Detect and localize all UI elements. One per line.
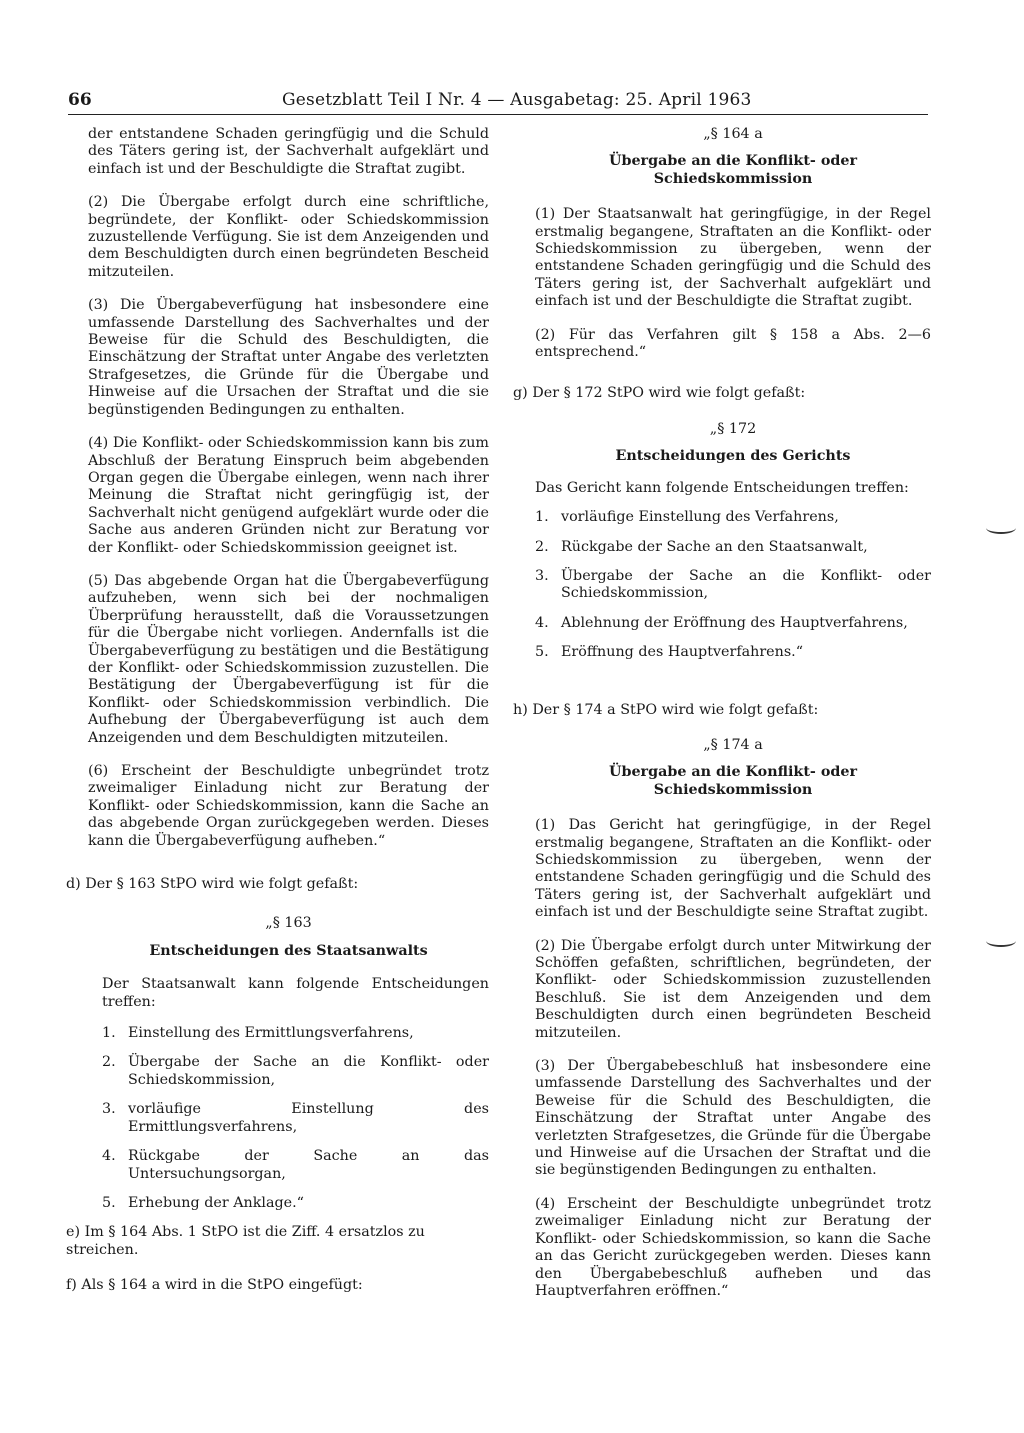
list-number: 3.	[535, 567, 549, 584]
list-item	[102, 1148, 489, 1183]
section-163-number: „§ 163	[265, 915, 312, 932]
amendment-d: d) Der § 163 StPO wird wie folgt gefaßt:	[66, 876, 359, 893]
list-item	[102, 1195, 489, 1212]
page-number: 66	[68, 90, 92, 110]
list-number: 1.	[102, 1025, 116, 1042]
paragraph-4: (4) Die Konflikt- oder Schiedskommission kann bis zum Abschluß der Beratung Einspruch beim abgebenden Organ gegen die Übergabe einlegen, wenn nach ihrer Meinung die Straftat nicht geringfügig ist, der Sachverhalt nicht genügend aufgeklärt wurde oder die Sache aus anderen Gründen nicht zur Beratung vor der Konflikt- oder Schiedskommission geeignet ist.	[88, 435, 489, 556]
paragraph-2: (2) Die Übergabe erfolgt durch eine schriftliche, begründete, der Konflikt- oder Schiedskommission zuzustellende Verfügung. Sie ist dem Anzeigenden und dem Beschuldigten durch einen begründeten Bescheid mitzuteilen.	[88, 194, 489, 280]
list-item	[102, 1025, 489, 1042]
section-164a-heading: Übergabe an die Konflikt- oder Schiedskommission	[608, 153, 857, 187]
list-text: Übergabe der Sache an die Konflikt- oder Schiedskommission,	[561, 567, 931, 602]
list-text: Rückgabe der Sache an den Staatsanwalt,	[561, 538, 868, 555]
paragraph-continuation: der entstandene Schaden geringfügig und die Schuld des Täters gering ist, der Sachverhalt aufgeklärt und einfach ist und der Beschuldigte die Straftat zugibt.	[88, 126, 489, 177]
list-text: vorläufige Einstellung des Verfahrens,	[561, 509, 839, 526]
list-item	[535, 509, 931, 526]
paragraph-6: (6) Erscheint der Beschuldigte unbegründet trotz zweimaliger Einladung nicht zur Beratung der Konflikt- oder Schiedskommission, kann die Sache an das abgebende Organ zurückgegeben werden. Dieses kann die Übergabeverfügung aufheben.“	[88, 763, 489, 849]
section-172-heading: Entscheidungen des Gerichts	[615, 448, 851, 465]
list-text: Einstellung des Ermittlungsverfahrens,	[128, 1025, 414, 1042]
section-164a-number: „§ 164 a	[703, 126, 763, 142]
paragraph-3: (3) Die Übergabeverfügung hat insbesondere eine umfassende Darstellung des Sachverhaltes und der Beweise für die Schuld des Beschuldigten, die Einschätzung der Straftat unter Angabe des verletzten Strafgesetzes, die Gründe für die Übergabe und Hinweise auf die Ursachen der Straftat und die sie begünstigenden Bedingungen zu enthalten.	[88, 297, 489, 418]
margin-mark	[986, 935, 1016, 947]
section-174a-paragraph-4: (4) Erscheint der Beschuldigte unbegründet trotz zweimaliger Einladung nicht zur Beratung der Konflikt- oder Schiedskommission, so kann die Sache an das Gericht zurückgegeben werden. Dieses kann den Übergabebeschluß aufheben und das Hauptverfahren eröffnen.“	[535, 1195, 931, 1299]
section-164a-paragraph-1: (1) Der Staatsanwalt hat geringfügige, in der Regel erstmalig begangene, Straftaten an die Konflikt- oder Schiedskommission zu übergeben, wenn der entstandene Schaden geringfügig und die Schuld des Täters gering ist, der Sachverhalt aufgeklärt und einfach ist und der Beschuldigte die Straftat zugibt.	[535, 206, 931, 310]
gazette-title: Gesetzblatt Teil I Nr. 4 — Ausgabetag: 25. April 1963	[282, 90, 752, 110]
list-item	[102, 1101, 489, 1136]
list-item	[535, 615, 931, 632]
section-163-intro: Der Staatsanwalt kann folgende Entscheidungen treffen:	[102, 976, 489, 1010]
list-number: 4.	[535, 614, 549, 631]
list-number: 4.	[102, 1148, 116, 1165]
list-item	[535, 539, 931, 556]
list-text: Erhebung der Anklage.“	[128, 1194, 304, 1211]
right-column	[513, 126, 931, 1316]
section-164a-paragraph-2: (2) Für das Verfahren gilt § 158 a Abs. 2—6 entsprechend.“	[535, 326, 931, 361]
list-item	[102, 1054, 489, 1089]
amendment-h: h) Der § 174 a StPO wird wie folgt gefaßt:	[513, 701, 819, 718]
amendment-f: f) Als § 164 a wird in die StPO eingefügt:	[66, 1277, 363, 1294]
section-172-number: „§ 172	[709, 420, 757, 437]
list-item	[535, 644, 931, 661]
amendment-e: e) Im § 164 Abs. 1 StPO ist die Ziff. 4 ersatzlos zu streichen.	[66, 1224, 425, 1258]
list-text: Eröffnung des Hauptverfahrens.“	[561, 644, 804, 661]
left-column	[66, 126, 489, 1309]
list-number: 1.	[535, 509, 549, 526]
list-text: Ablehnung der Eröffnung des Hauptverfahrens,	[561, 614, 908, 631]
list-text: vorläufige Einstellung des Ermittlungsverfahrens,	[128, 1101, 489, 1135]
section-174a-paragraph-3: (3) Der Übergabebeschluß hat insbesondere eine umfassende Darstellung des Sachverhaltes und der Beweise für die Schuld des Beschuldigten, die Einschätzung der Straftat unter Angabe des verletzten Strafgesetzes, die Gründe für die Übergabe und Hinweise auf die Ursachen der Straftat und die sie begünstigenden Bedingungen zu enthalten.	[535, 1058, 931, 1179]
section-174a-paragraph-1: (1) Das Gericht hat geringfügige, in der Regel erstmalig begangene, Straftaten an die Konflikt- oder Schiedskommission zu übergeben, wenn der entstandene Schaden geringfügig und die Schuld des Täters gering ist, der Sachverhalt aufgeklärt und einfach ist und der Beschuldigte seine Straftat zugibt.	[535, 817, 931, 921]
list-number: 2.	[102, 1054, 116, 1071]
page-header	[68, 88, 928, 115]
list-number: 5.	[535, 644, 549, 661]
list-item	[535, 568, 931, 603]
section-174a-number: „§ 174 a	[703, 736, 763, 753]
list-text: Übergabe der Sache an die Konflikt- oder Schiedskommission,	[128, 1054, 489, 1088]
section-174a-heading: Übergabe an die Konflikt- oder Schiedskommission	[608, 764, 857, 798]
list-number: 2.	[535, 538, 549, 555]
amendment-g: g) Der § 172 StPO wird wie folgt gefaßt:	[513, 385, 806, 402]
section-172-intro: Das Gericht kann folgende Entscheidungen treffen:	[535, 479, 909, 496]
section-174a-paragraph-2: (2) Die Übergabe erfolgt durch unter Mitwirkung der Schöffen gefaßten, schriftlichen, begründeten, der Konflikt- oder Schiedskommission zuzustellenden Beschluß. Sie ist dem Anzeigenden und dem Beschuldigten durch einen begründeten Bescheid mitzuteilen.	[535, 937, 931, 1041]
section-163-heading: Entscheidungen des Staatsanwalts	[149, 942, 428, 959]
list-text: Rückgabe der Sache an das Untersuchungsorgan,	[128, 1148, 489, 1182]
margin-mark	[986, 522, 1016, 534]
paragraph-5: (5) Das abgebende Organ hat die Übergabeverfügung aufzuheben, wenn sich bei der nochmaligen Überprüfung herausstellt, daß die Voraussetzungen für die Übergabe nicht vorliegen. Andernfalls ist die Übergabeverfügung zu bestätigen und die Bestätigung der Konflikt- oder Schiedskommission zuzustellen. Die Bestätigung der Übergabeverfügung ist für die Konflikt- oder Schiedskommission verbindlich. Die Aufhebung der Übergabeverfügung ist auch dem Anzeigenden und dem Beschuldigten mitzuteilen.	[88, 572, 489, 746]
list-number: 3.	[102, 1101, 116, 1118]
list-number: 5.	[102, 1194, 116, 1211]
